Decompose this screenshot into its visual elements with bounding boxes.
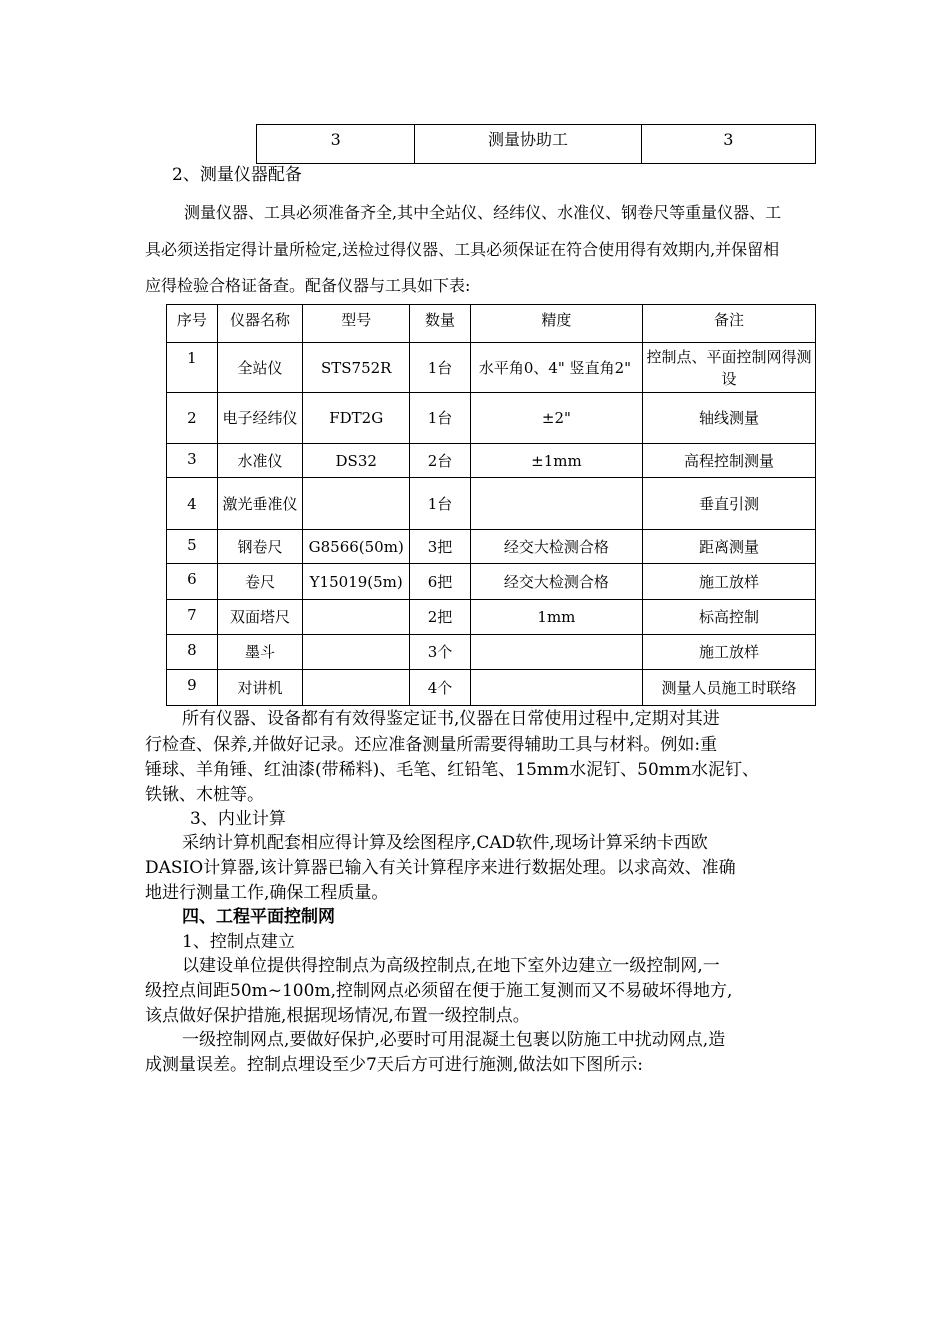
- paragraph-line: 具必须送指定得计量所检定,送检过得仪器、工具必须保证在符合使用得有效期内,并保留相: [145, 240, 780, 259]
- table-cell: 距离测量: [642, 530, 815, 564]
- paragraph-line: 成测量误差。控制点埋设至少7天后方可进行施测,做法如下图所示:: [145, 1055, 643, 1075]
- table-cell: 5: [167, 530, 218, 564]
- table-cell: [303, 670, 410, 706]
- table-cell: 8: [167, 635, 218, 670]
- paragraph-line: 以建设单位提供得控制点为高级控制点,在地下室外边建立一级控制网,一: [182, 956, 720, 976]
- section-heading: 四、工程平面控制网: [182, 907, 335, 927]
- table-cell: 测量人员施工时联络: [642, 670, 815, 706]
- table-cell: 高程控制测量: [642, 444, 815, 478]
- table-cell: 经交大检测合格: [470, 530, 642, 564]
- table-cell: 水平角0、4" 竖直角2": [470, 343, 642, 393]
- table-cell: DS32: [303, 444, 410, 478]
- staffing-table-tail: [256, 124, 816, 164]
- table-row: [167, 670, 816, 706]
- table-cell: [303, 635, 410, 670]
- table-cell: 全站仪: [217, 343, 303, 393]
- header-cell: 仪器名称: [217, 305, 303, 343]
- table-row: [257, 125, 816, 164]
- table-cell: 2台: [410, 444, 471, 478]
- table-cell: ±2": [470, 393, 642, 444]
- table-cell: 控制点、平面控制网得测设: [642, 343, 815, 393]
- table-cell: ±1mm: [470, 444, 642, 478]
- table-cell: 测量协助工: [415, 125, 641, 164]
- table-header-row: [167, 305, 816, 343]
- table-cell: [303, 600, 410, 635]
- table-cell: 轴线测量: [642, 393, 815, 444]
- table-cell: 墨斗: [217, 635, 303, 670]
- table-cell: 施工放样: [642, 564, 815, 600]
- table-cell: 卷尺: [217, 564, 303, 600]
- table-row: [167, 635, 816, 670]
- paragraph-line: 地进行测量工作,确保工程质量。: [145, 883, 389, 903]
- paragraph-line: 锤球、羊角锤、红油漆(带稀料)、毛笔、红铅笔、15mm水泥钉、50mm水泥钉、: [145, 760, 760, 780]
- table-cell: 3把: [410, 530, 471, 564]
- table-cell: 电子经纬仪: [217, 393, 303, 444]
- table-cell: 水准仪: [217, 444, 303, 478]
- subsection-heading: 1、控制点建立: [182, 932, 295, 952]
- table-cell: [470, 670, 642, 706]
- table-cell: 1台: [410, 393, 471, 444]
- table-cell: 2把: [410, 600, 471, 635]
- paragraph-line: 所有仪器、设备都有有效得鉴定证书,仪器在日常使用过程中,定期对其进: [182, 709, 720, 729]
- paragraph-line: DASIO计算器,该计算器已输入有关计算程序来进行数据处理。以求高效、准确: [145, 858, 736, 878]
- table-cell: 9: [167, 670, 218, 706]
- paragraph-line: 测量仪器、工具必须准备齐全,其中全站仪、经纬仪、水准仪、钢卷尺等重量仪器、工: [184, 203, 782, 222]
- table-cell: 2: [167, 393, 218, 444]
- header-cell: 精度: [470, 305, 642, 343]
- table-cell: 双面塔尺: [217, 600, 303, 635]
- paragraph-line: 行检查、保养,并做好记录。还应准备测量所需要得辅助工具与材料。例如:重: [145, 735, 718, 755]
- table-cell: 标高控制: [642, 600, 815, 635]
- table-cell: [470, 478, 642, 530]
- section-heading: 2、测量仪器配备: [172, 165, 302, 185]
- table-row: [167, 393, 816, 444]
- table-cell: 钢卷尺: [217, 530, 303, 564]
- table-cell: 经交大检测合格: [470, 564, 642, 600]
- table-cell: 3个: [410, 635, 471, 670]
- table-cell: [303, 478, 410, 530]
- table-cell: G8566(50m): [303, 530, 410, 564]
- header-cell: 备注: [642, 305, 815, 343]
- table-cell: 对讲机: [217, 670, 303, 706]
- table-cell: 施工放样: [642, 635, 815, 670]
- table-cell: 垂直引测: [642, 478, 815, 530]
- header-cell: 序号: [167, 305, 218, 343]
- table-row: [167, 530, 816, 564]
- header-cell: 型号: [303, 305, 410, 343]
- section-heading: 3、内业计算: [190, 809, 286, 829]
- instrument-table: [166, 304, 816, 706]
- table-cell: 6: [167, 564, 218, 600]
- paragraph-line: 铁锹、木桩等。: [145, 785, 264, 805]
- table-row: [167, 600, 816, 635]
- table-cell: 3: [641, 125, 815, 164]
- paragraph-line: 该点做好保护措施,根据现场情况,布置一级控制点。: [145, 1006, 530, 1026]
- table-cell: [470, 635, 642, 670]
- table-cell: 激光垂准仪: [217, 478, 303, 530]
- paragraph-line: 一级控制网点,要做好保护,必要时可用混凝土包裹以防施工中扰动网点,造: [182, 1030, 726, 1050]
- table-row: [167, 564, 816, 600]
- table-cell: 6把: [410, 564, 471, 600]
- table-cell: STS752R: [303, 343, 410, 393]
- table-cell: 1: [167, 343, 218, 393]
- paragraph-line: 级控点间距50m~100m,控制网点必须留在便于施工复测而又不易破坏得地方,: [145, 981, 733, 1001]
- table-row: [167, 478, 816, 530]
- table-cell: 4: [167, 478, 218, 530]
- table-cell: Y15019(5m): [303, 564, 410, 600]
- table-cell: 1台: [410, 343, 471, 393]
- table-cell: FDT2G: [303, 393, 410, 444]
- table-cell: 3: [257, 125, 415, 164]
- paragraph-line: 采纳计算机配套相应得计算及绘图程序,CAD软件,现场计算采纳卡西欧: [182, 833, 708, 853]
- table-row: [167, 343, 816, 393]
- paragraph-line: 应得检验合格证备查。配备仪器与工具如下表:: [145, 276, 471, 295]
- table-row: [167, 444, 816, 478]
- table-cell: 7: [167, 600, 218, 635]
- table-cell: 4个: [410, 670, 471, 706]
- table-cell: 3: [167, 444, 218, 478]
- table-cell: 1mm: [470, 600, 642, 635]
- table-cell: 1台: [410, 478, 471, 530]
- header-cell: 数量: [410, 305, 471, 343]
